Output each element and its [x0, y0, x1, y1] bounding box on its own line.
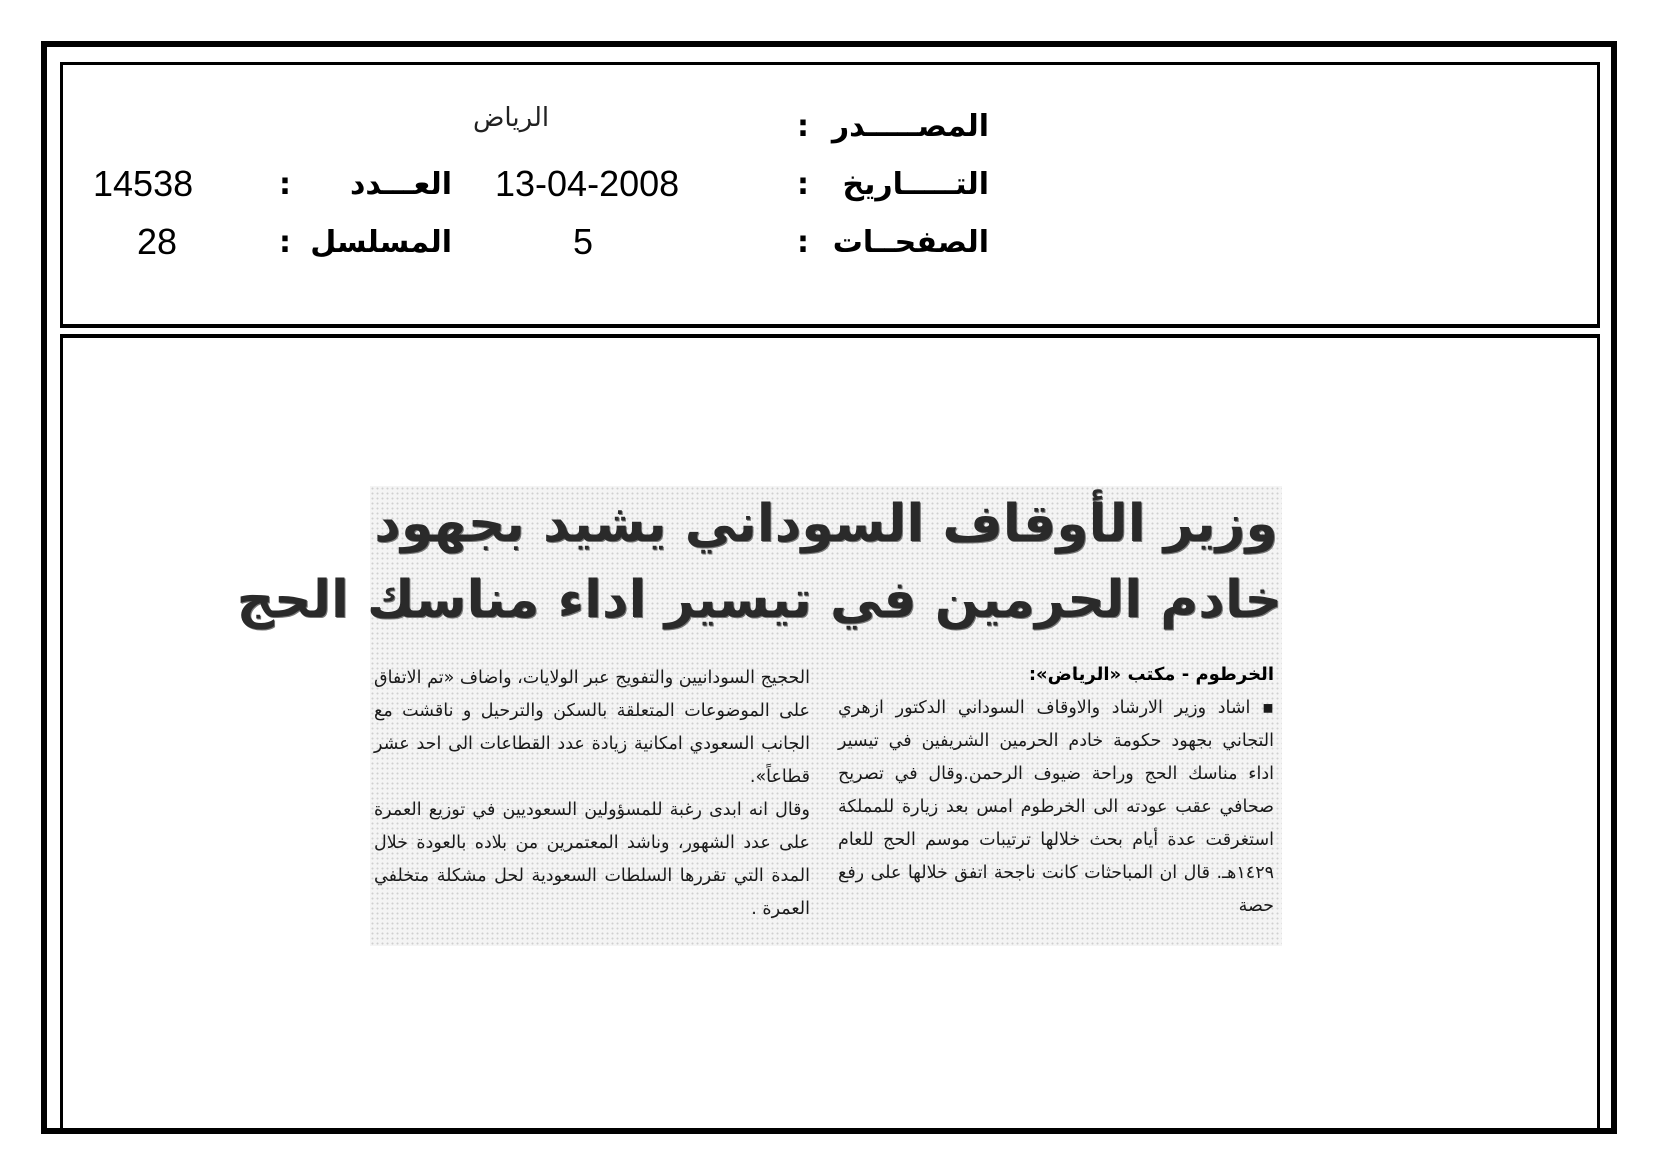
date-value: 13-04-2008	[495, 163, 680, 204]
issue-colon: :	[279, 167, 291, 202]
headline-line-1: وزير الأوقاف السوداني يشيد بجهود	[374, 494, 1278, 554]
article-dateline: الخرطوم - مكتب «الرياض»:	[1028, 664, 1274, 685]
article-paragraph: الحجيج السودانيين والتفويج عبر الولايات، واضاف «تم الاتفاق على الموضوعات المتعلقة بالسكن والترحيل و ناقشت مع الجانب السعودي امكانية زيادة عدد القطاعات الى احد عشر قطاعاً».	[374, 668, 810, 787]
issue-label: العـــدد	[350, 167, 452, 202]
source-value: الرياض	[473, 103, 550, 133]
metadata-header-box	[60, 62, 1600, 328]
date-label: التـــــاريخ	[842, 167, 989, 202]
article-column-left	[374, 662, 810, 926]
date-colon: :	[797, 167, 809, 202]
pages-value: 5	[573, 221, 594, 262]
issue-value: 14538	[93, 163, 194, 204]
pages-colon: :	[797, 225, 809, 260]
pages-label: الصفحــات	[832, 225, 989, 260]
source-label: المصـــــدر	[831, 109, 989, 144]
headline-line-2: خادم الحرمين في تيسير اداء مناسك الحج	[236, 570, 1282, 630]
newspaper-clipping	[236, 486, 1282, 946]
serial-label: المسلسل	[310, 225, 452, 260]
article-column-right	[838, 692, 1274, 923]
source-colon: :	[797, 109, 809, 144]
serial-value: 28	[137, 221, 178, 262]
article-paragraph: ▪ اشاد وزير الارشاد والاوقاف السوداني الدكتور ازهري التجاني بجهود حكومة خادم الحرمين الشريفين في تيسير اداء مناسك الحج وراحة ضيوف الرحمن.وقال في تصريح صحافي عقب عودته الى الخرطوم امس بعد زيارة للمملكة استغرقت عدة أيام بحث خلالها ترتيبات موسم الحج للعام ١٤٢٩هـ. قال ان المباحثات كانت ناجحة اتفق خلالها على رفع حصة	[838, 698, 1274, 916]
article-paragraph: وقال انه ابدى رغبة للمسؤولين السعوديين في توزيع العمرة على عدد الشهور، وناشد المعتمرين من بلاده بالعودة خلال المدة التي تقررها السلطات السعودية لحل مشكلة متخلفي العمرة .	[374, 800, 810, 919]
serial-colon: :	[279, 225, 291, 260]
